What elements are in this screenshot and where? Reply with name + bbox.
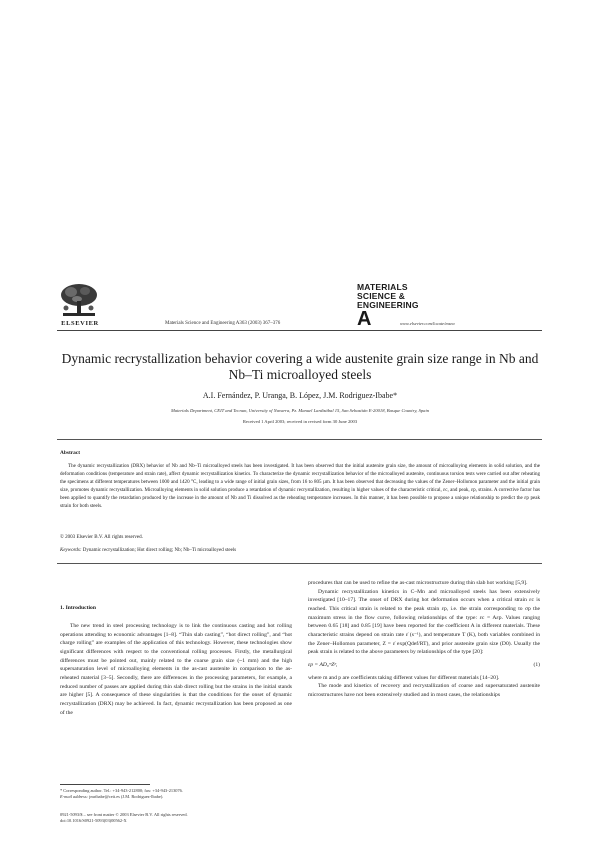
body-paragraph: procedures that can be used to refine the as-cast microstructure during thin slab hot working [5,9]. (308, 580, 528, 586)
author-list: A.I. Fernández, P. Uranga, B. López, J.M. Rodriguez-Ibabe* (202, 391, 398, 400)
journal-logo-line: SCIENCE & (357, 291, 406, 301)
abstract-bottom-divider (57, 563, 542, 564)
article-title: Dynamic recrystallization behavior covering a wide austenite grain size range in Nb and Nb–Ti microalloyed steels (61, 351, 539, 382)
doi-line[interactable]: doi:10.1016/S0921-5093(03)00562-X (60, 818, 127, 824)
footnote-divider (60, 784, 150, 785)
email-label: E-mail address: (60, 794, 89, 800)
abstract-top-divider (57, 439, 542, 440)
elsevier-tree-logo (57, 283, 101, 319)
keywords-label: Keywords: (60, 548, 82, 553)
journal-citation: Materials Science and Engineering A363 (2003) 367–376 (165, 321, 281, 326)
section-heading-introduction: 1. Introduction (60, 605, 96, 611)
received-dates: Received 1 April 2003; received in revised form 30 June 2003 (242, 419, 358, 424)
corresponding-author-note: * Corresponding author. Tel.: +34-943-212800; fax: +34-943-213076. (60, 788, 183, 793)
publisher-name: ELSEVIER (61, 320, 99, 327)
issn-doi-block (60, 812, 300, 825)
issn-line: 0921-5093/$ – see front matter © 2003 Elsevier B.V. All rights reserved. (60, 812, 188, 817)
equation-expression: εp = AD₀ᵐZᵖ, (308, 661, 338, 668)
footnote (60, 788, 292, 801)
journal-logo-line: MATERIALS (357, 282, 408, 292)
keywords-list: Dynamic recrystallization; Hot direct rolling; Nb; Nb–Ti microalloyed steels (82, 548, 237, 553)
equation-1 (308, 657, 540, 674)
journal-logo-line: ENGINEERING (357, 300, 419, 310)
email-address[interactable]: jmribabe@ceit.es (J.M. Rodriguez-Ibabe). (89, 794, 164, 800)
body-paragraph: The new trend in steel processing technology is to link the continuous casting and hot rolling operations attending to economic advantages [1–8]. “Thin slab casting”, “hot direct rolling”, and “hot charge rolling” are examples of the application of this technology. However, these technologies show significant differences with respect to the conventional rolling processes. Firstly, the metallurgical differences must be pointed out, mainly related to the coarse grain size (~1 mm) and the high supersaturation level of microalloying elements in the as-cast austenite in comparison to the as-reheated material [3–5]. Secondly, there are differences in the processing parameters, for example, a reduced number of passes are applied during thin slab direct rolling but the strains in the initial stands are higher [5]. A consequence of these singularities is that the conditions for the onset of dynamic recrystallization (DRX) may be achieved. In fact, dynamic recrystallization has been proposed as one of the (60, 623, 292, 716)
journal-logo-section: A (357, 308, 372, 330)
affiliation: Materials Department, CEIT and Tecnun, University of Navarra, Pz. Manuel Lardizábal 15, San Sebastián E-20018, Basque Country, Spain (170, 408, 430, 413)
copyright-notice: © 2003 Elsevier B.V. All rights reserved. (60, 534, 143, 540)
body-paragraph: The mode and kinetics of recovery and recrystallization of coarse and supersaturated austenite microstructures have not been extensively studied and in most cases, the relationships (308, 683, 540, 698)
keywords (60, 548, 236, 553)
body-paragraph: Dynamic recrystallization kinetics in C–Mn and microalloyed steels has been extensively investigated [10–17]. The onset of DRX during hot deformation occurs when a critical strain εc is reached. This critical strain is related to the peak strain εp, i.e. the strain corresponding to σp the maximum stress in the flow curve, following relationships of the type: εc = Aεp. Values ranging between 0.65 [18] and 0.85 [19] have been reported for the coefficient A in different materials. These characteristic strains depend on strain rate ε̇ (s⁻¹), and temperature T (K), both variables combined in the Zener–Hollomon parameter, Z = ε̇ exp(Qdef/RT), and prior austenite grain size (D0). Usually the peak strain is related to the above parameters by relationships of the type [20]: (308, 588, 540, 656)
equation-number: (1) (533, 661, 540, 668)
header-divider (57, 330, 542, 331)
body-paragraph: where m and p are coefficients taking different values for different materials [14–20]. (308, 674, 500, 681)
email-line (60, 794, 292, 800)
abstract-heading: Abstract (60, 450, 81, 456)
left-column (60, 622, 292, 717)
abstract-text: The dynamic recrystallization (DRX) behavior of Nb and Nb–Ti microalloyed steels has been investigated. It has been observed that the initial austenite grain size, the amount of microalloying elements in solid solution, and the deformation conditions (temperature and strain rate), affect dynamic recrystallization kinetics. To characterize the dynamic recrystallization behavior of the microalloyed austenite, continuous torsion tests were carried out after reheating the specimens at different temperatures between 1000 and 1420 °C, leading to a wide range of initial grain sizes, from 16 to 805 µm. It has been observed that decreasing the values of the Zener–Hollomon parameter and the initial grain size, promotes dynamic recrystallization. Microalloying elements in solid solution produce a retardation of dynamic recrystallization, resulting in higher values of the characteristic critical, εc, and peak, εp, strains. A corrective factor has been applied to quantify the retardation produced by the increase in the amount of Nb and Ti dissolved as the reheating temperature increases. In this manner, it has been possible to propose a unique relationship to predict the εp peak strain for both steels. (60, 463, 540, 510)
journal-url[interactable]: www.elsevier.com/locate/msea (400, 321, 455, 326)
right-column (308, 579, 540, 700)
